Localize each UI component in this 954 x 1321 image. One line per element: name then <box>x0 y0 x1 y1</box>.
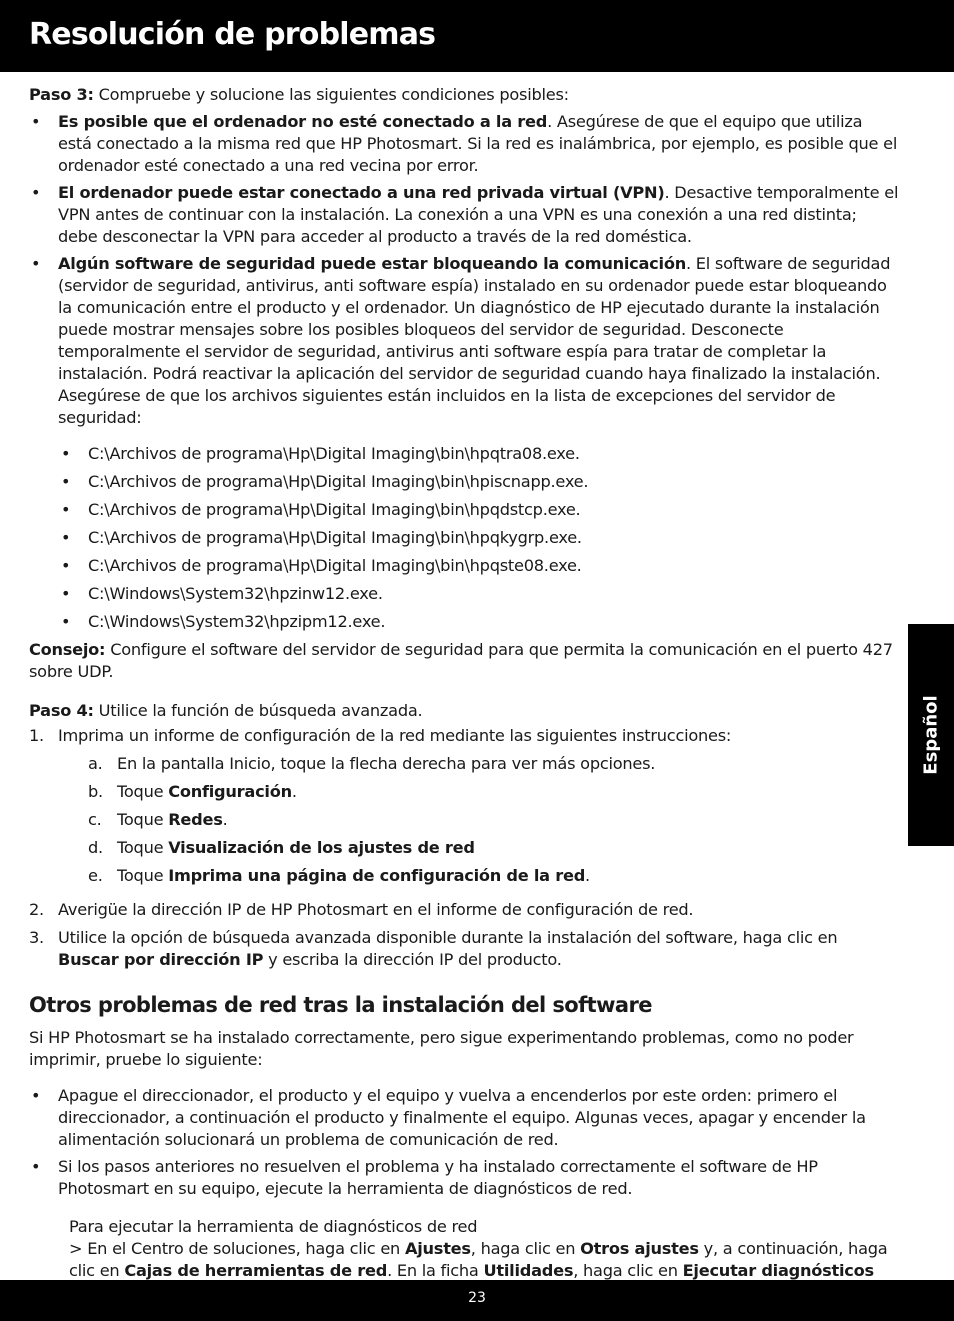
file-path-item: • C:\Windows\System32\hpzinw12.exe. <box>29 583 899 605</box>
item-bold: Redes <box>168 810 223 829</box>
item-bold: Visualización de los ajustes de red <box>168 838 475 857</box>
item-text: Averigüe la dirección IP de HP Photosmart en el informe de configuración de red. <box>58 900 694 919</box>
file-path-item: • C:\Windows\System32\hpzipm12.exe. <box>29 611 899 633</box>
item-letter: b. <box>88 782 103 801</box>
item-text: En la pantalla Inicio, toque la flecha derecha para ver más opciones. <box>117 754 656 773</box>
item-number: 2. <box>29 900 44 919</box>
file-path-item: • C:\Archivos de programa\Hp\Digital Imaging\bin\hpqdstcp.exe. <box>29 499 899 521</box>
bullet-text: . Desactive temporalmente el VPN antes de continuar con la instalación. La conexión a una VPN es una conexión a una red distinta; debe desconectar la VPN para acceder al producto a través de la red doméstica. <box>58 183 899 246</box>
list-item: • Apague el direccionador, el producto y el equipo y vuelva a encenderlos por este orden: primero el direccionador, a continuación el producto y finalmente el equipo. Algunas veces, apagar y encender la alimentación solucionará un problema de comunicación de red. <box>29 1085 899 1151</box>
item-bold: Imprima una página de configuración de la red <box>168 866 586 885</box>
tip-paragraph <box>29 639 899 683</box>
bullet-bold: El ordenador puede estar conectado a una red privada virtual (VPN) <box>58 183 665 202</box>
list-item <box>29 182 899 248</box>
item-letter: c. <box>88 810 102 829</box>
list-item <box>29 111 899 177</box>
section-bullet-list <box>29 1085 899 1200</box>
tip-text: Configure el software del servidor de seguridad para que permita la comunicación en el puerto 427 sobre UDP. <box>29 640 893 681</box>
diag-text: , haga clic en <box>470 1239 581 1258</box>
item-tail: . <box>291 782 297 801</box>
diag-text: . En la ficha <box>387 1261 484 1280</box>
step4-label: Paso 4: <box>29 701 94 720</box>
diag-bold: Ejecutar diagnósticos <box>682 1261 874 1280</box>
numbered-item-2 <box>29 899 899 921</box>
diag-text: , haga clic en <box>573 1261 683 1280</box>
item-text: Toque <box>117 782 169 801</box>
bullet-text: . El software de seguridad (servidor de seguridad, antivirus, anti software espía) instalado en su ordenador puede estar bloqueando la comunicación entre el producto y el ordenador. Un diagnóstico de HP ejecutado durante la instalación puede mostrar mensajes sobre los posibles bloqueos del servidor de seguridad. Desconecte temporalmente el servidor de seguridad, antivirus anti software espía para tratar de completar la instalación. Podrá reactivar la aplicación del servidor de seguridad cuando haya finalizado la instalación. Asegúrese de que los archivos siguientes están incluidos en la lista de excepciones del servidor de seguridad: <box>58 254 891 427</box>
language-label: Español <box>920 695 942 775</box>
diag-bold: Utilidades <box>483 1261 574 1280</box>
lettered-sublist <box>58 753 899 887</box>
list-item <box>29 253 899 429</box>
item-letter: a. <box>88 754 103 773</box>
numbered-item-1 <box>29 725 899 887</box>
item-number: 1. <box>29 726 44 745</box>
diag-text: > En el Centro de soluciones, haga clic en <box>69 1239 405 1258</box>
bullet-text: . Asegúrese de que el equipo que utiliza está conectado a la misma red que HP Photosmart. Si la red es inalámbrica, por ejemplo, es posible que el ordenador esté conectado a una red vecina por error. <box>58 112 898 175</box>
item-text: Toque <box>117 838 169 857</box>
diag-bold: Otros ajustes <box>580 1239 699 1258</box>
lettered-item <box>58 837 899 859</box>
section-intro: Si HP Photosmart se ha instalado correctamente, pero sigue experimentando problemas, como no poder imprimir, pruebe lo siguiente: <box>29 1028 854 1069</box>
file-exception-list <box>29 443 899 633</box>
main-content <box>29 84 899 1304</box>
page-title: Resolución de problemas <box>29 17 436 52</box>
item-text: Toque <box>117 810 169 829</box>
step4-intro <box>29 700 899 722</box>
step3-label: Paso 3: <box>29 85 94 104</box>
file-path-item: • C:\Archivos de programa\Hp\Digital Imaging\bin\hpqtra08.exe. <box>29 443 899 465</box>
footer-bar <box>0 1280 954 1321</box>
list-item: • Si los pasos anteriores no resuelven el problema y ha instalado correctamente el software de HP Photosmart en su equipo, ejecute la herramienta de diagnósticos de red. <box>29 1156 899 1200</box>
bullet-bold: Algún software de seguridad puede estar bloqueando la comunicación <box>58 254 686 273</box>
item-tail: . <box>585 866 590 885</box>
item-letter: d. <box>88 838 103 857</box>
item-tail: . <box>222 810 228 829</box>
diagnostics-title: Para ejecutar la herramienta de diagnósticos de red <box>69 1217 478 1236</box>
diag-text: y, a continuación, haga clic en <box>69 1239 888 1280</box>
file-path-item: • C:\Archivos de programa\Hp\Digital Imaging\bin\hpqste08.exe. <box>29 555 899 577</box>
item-tail: y escriba la dirección IP del producto. <box>263 950 562 969</box>
diag-bold: Ajustes <box>404 1239 471 1258</box>
bullet-bold: Es posible que el ordenador no esté conectado a la red <box>58 112 548 131</box>
file-path-item: • C:\Archivos de programa\Hp\Digital Imaging\bin\hpqkygrp.exe. <box>29 527 899 549</box>
lettered-item <box>58 753 899 775</box>
step3-intro <box>29 84 899 106</box>
file-path-item: • C:\Archivos de programa\Hp\Digital Imaging\bin\hpiscnapp.exe. <box>29 471 899 493</box>
language-side-tab <box>908 624 954 846</box>
step4-numbered-list <box>29 725 899 971</box>
lettered-item <box>58 809 899 831</box>
diag-bold: Cajas de herramientas de red <box>124 1261 388 1280</box>
tip-label: Consejo: <box>29 640 106 659</box>
item-bold: Configuración <box>168 782 292 801</box>
item-text: Toque <box>117 866 169 885</box>
section-heading: Otros problemas de red tras la instalación del software <box>29 993 652 1017</box>
item-bold: Buscar por dirección IP <box>58 950 264 969</box>
step4-text: Utilice la función de búsqueda avanzada. <box>93 701 423 720</box>
numbered-item-3 <box>29 927 899 971</box>
title-bar <box>0 0 954 72</box>
item-number: 3. <box>29 928 44 947</box>
item-letter: e. <box>88 866 103 885</box>
item-text: Utilice la opción de búsqueda avanzada disponible durante la instalación del software, haga clic en <box>58 928 838 947</box>
step3-text: Compruebe y solucione las siguientes condiciones posibles: <box>93 85 569 104</box>
lettered-item <box>58 781 899 803</box>
lettered-item <box>58 865 899 887</box>
page-number: 23 <box>468 1290 486 1306</box>
item-text: Imprima un informe de configuración de la red mediante las siguientes instrucciones: <box>58 726 732 745</box>
step3-bullet-list <box>29 111 899 429</box>
